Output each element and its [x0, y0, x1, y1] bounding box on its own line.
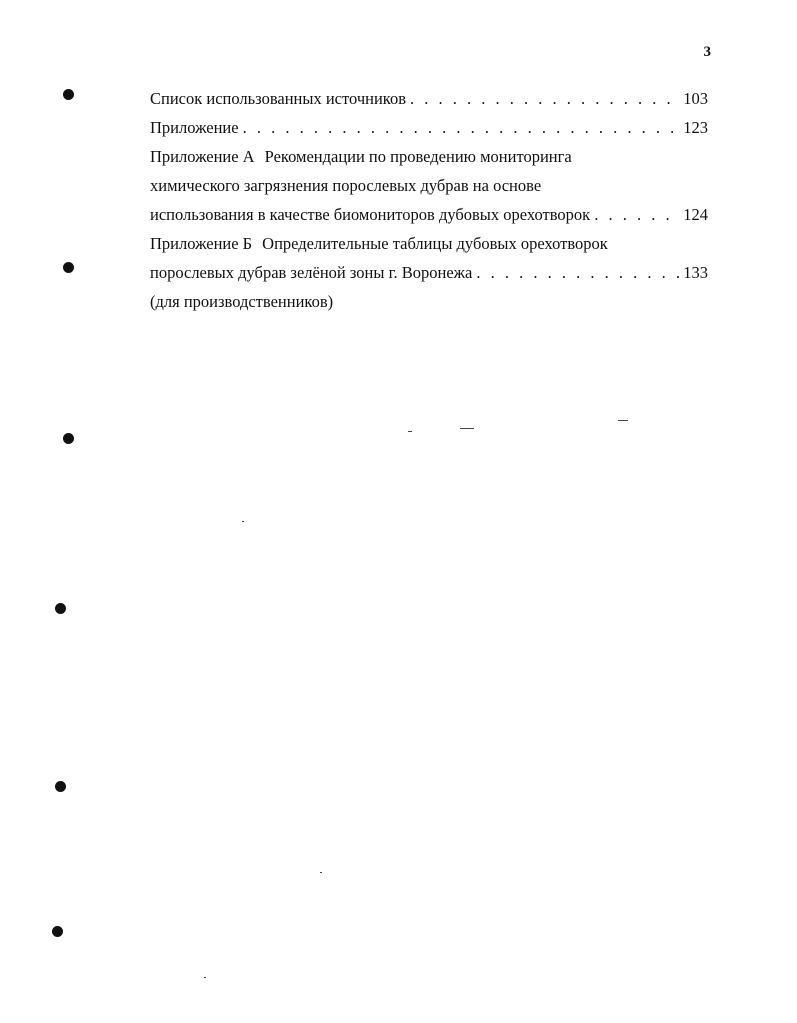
scan-speck: [242, 521, 244, 522]
table-of-contents: [150, 84, 708, 316]
scan-speck: [408, 431, 412, 432]
scan-speck: [204, 977, 206, 978]
toc-entry-label: Приложение А: [150, 147, 255, 166]
toc-entry-page: 123: [683, 118, 708, 137]
toc-entry-line: [150, 142, 708, 171]
toc-leader-dots: [476, 258, 679, 287]
toc-entry-title: использования в качестве биомониторов дубовых орехотворок: [150, 205, 591, 224]
binder-hole: [63, 262, 74, 273]
toc-entry-page: 133: [683, 263, 708, 282]
scan-speck: [460, 428, 474, 429]
toc-entry-page: 103: [683, 89, 708, 108]
binder-hole: [63, 89, 74, 100]
toc-leader-dots: [410, 84, 679, 113]
toc-entry-page: 124: [683, 205, 708, 224]
toc-entry-line: химического загрязнения порослевых дубрав на основе: [150, 176, 542, 195]
binder-hole: [52, 926, 63, 937]
binder-hole: [55, 603, 66, 614]
toc-entry-line: [150, 258, 708, 287]
toc-entry-title: порослевых дубрав зелёной зоны г. Воронежа: [150, 263, 473, 282]
toc-entry-line: [150, 229, 708, 258]
toc-entry-title: Рекомендации по проведению мониторинга: [264, 147, 572, 166]
toc-entry-sources: [150, 84, 708, 113]
toc-entry-appendix: [150, 113, 708, 142]
toc-entry-line: (для производственников): [150, 292, 334, 311]
toc-leader-dots: [243, 113, 680, 142]
toc-entry-label: Приложение Б: [150, 234, 253, 253]
toc-entry-title: Приложение: [150, 118, 239, 137]
toc-leader-dots: [594, 200, 679, 229]
toc-entry-title: Список использованных источников: [150, 89, 406, 108]
toc-entry-title: Определительные таблицы дубовых орехотворок: [262, 234, 608, 253]
binder-hole: [63, 433, 74, 444]
toc-entry-appendix-a: [150, 142, 708, 229]
scan-speck: [320, 872, 322, 873]
toc-entry-line: [150, 200, 708, 229]
page-number: 3: [703, 44, 711, 60]
binder-hole: [55, 781, 66, 792]
scan-speck: [618, 420, 628, 421]
toc-entry-appendix-b: [150, 229, 708, 316]
